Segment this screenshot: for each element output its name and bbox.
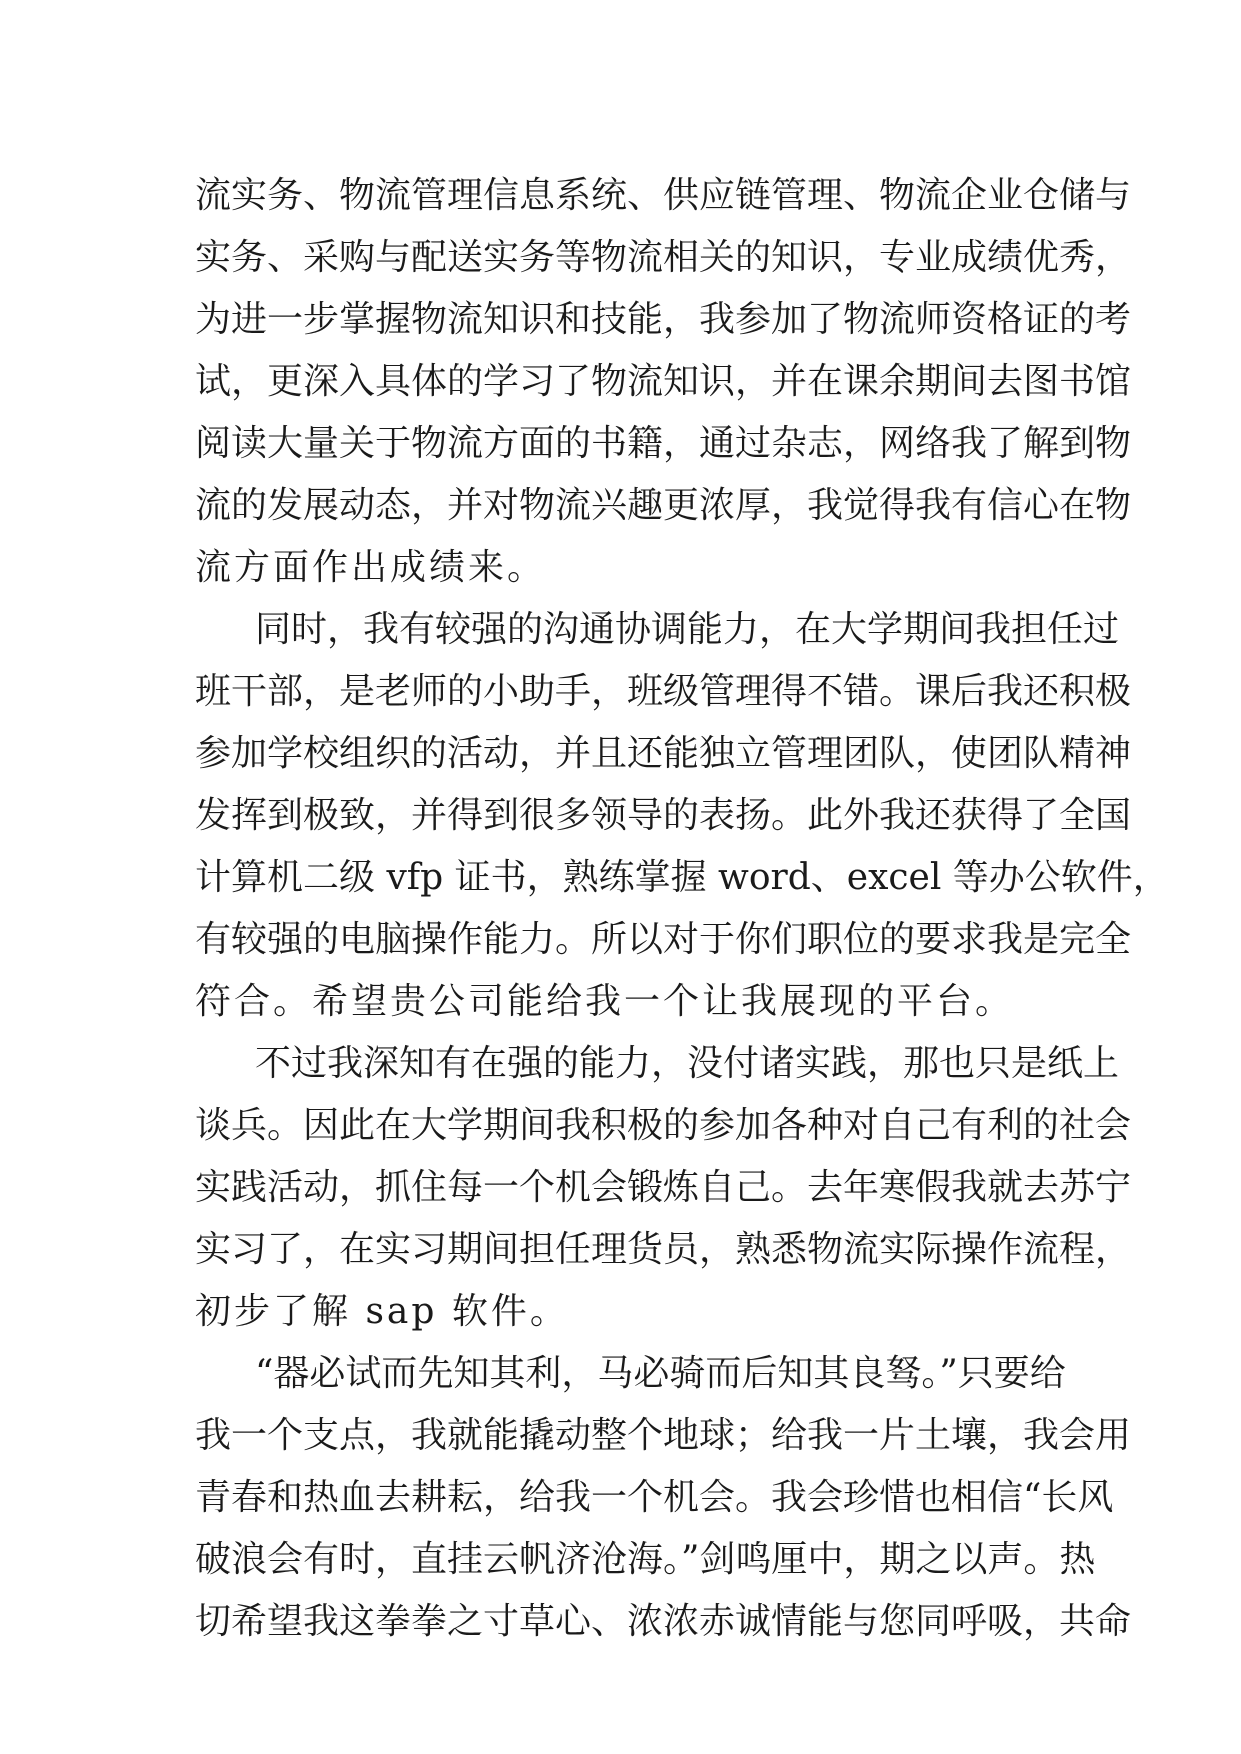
text-line: 阅读大量关于物流方面的书籍，通过杂志，网络我了解到物 bbox=[195, 423, 1132, 464]
text-line: 计算机二级 vfp 证书，熟练掌握 word、excel 等办公软件， bbox=[195, 857, 1169, 898]
text-line: 切希望我这拳拳之寸草心、浓浓赤诚情能与您同呼吸，共命 bbox=[195, 1601, 1132, 1642]
text-line: 有较强的电脑操作能力。所以对于你们职位的要求我是完全 bbox=[195, 919, 1132, 960]
text-line: 实务、采购与配送实务等物流相关的知识，专业成绩优秀， bbox=[195, 237, 1132, 278]
text-line: 流的发展动态，并对物流兴趣更浓厚，我觉得我有信心在物 bbox=[195, 485, 1132, 526]
text-line: 发挥到极致，并得到很多领导的表扬。此外我还获得了全国 bbox=[195, 795, 1132, 836]
text-line: 班干部，是老师的小助手，班级管理得不错。课后我还积极 bbox=[195, 671, 1132, 712]
text-line: 初步了解 sap 软件。 bbox=[195, 1291, 569, 1332]
body-text bbox=[195, 165, 1169, 1653]
text-line: 破浪会有时，直挂云帆济沧海。”剑鸣厘中，期之以声。热 bbox=[195, 1539, 1096, 1580]
text-line: 流实务、物流管理信息系统、供应链管理、物流企业仓储与 bbox=[195, 175, 1132, 216]
text-line: 青春和热血去耕耘，给我一个机会。我会珍惜也相信“长风 bbox=[195, 1477, 1114, 1518]
text-line: 为进一步掌握物流知识和技能，我参加了物流师资格证的考 bbox=[195, 299, 1132, 340]
text-line: 流方面作出成绩来。 bbox=[195, 547, 547, 588]
text-line: 参加学校组织的活动，并且还能独立管理团队，使团队精神 bbox=[195, 733, 1132, 774]
text-line: 谈兵。因此在大学期间我积极的参加各种对自己有利的社会 bbox=[195, 1105, 1132, 1146]
text-line: 实践活动，抓住每一个机会锻炼自己。去年寒假我就去苏宁 bbox=[195, 1167, 1132, 1208]
paragraph-first-line: “器必试而先知其利，马必骑而后知其良驽。”只要给 bbox=[255, 1353, 1066, 1394]
paragraph-first-line: 不过我深知有在强的能力，没付诸实践，那也只是纸上 bbox=[255, 1043, 1120, 1084]
paragraph-first-line: 同时，我有较强的沟通协调能力，在大学期间我担任过 bbox=[255, 609, 1120, 650]
text-line: 符合。希望贵公司能给我一个让我展现的平台。 bbox=[195, 981, 1015, 1022]
text-line: 我一个支点，我就能撬动整个地球；给我一片土壤，我会用 bbox=[195, 1415, 1132, 1456]
text-line: 试，更深入具体的学习了物流知识，并在课余期间去图书馆 bbox=[195, 361, 1132, 402]
text-line: 实习了，在实习期间担任理货员，熟悉物流实际操作流程， bbox=[195, 1229, 1132, 1270]
